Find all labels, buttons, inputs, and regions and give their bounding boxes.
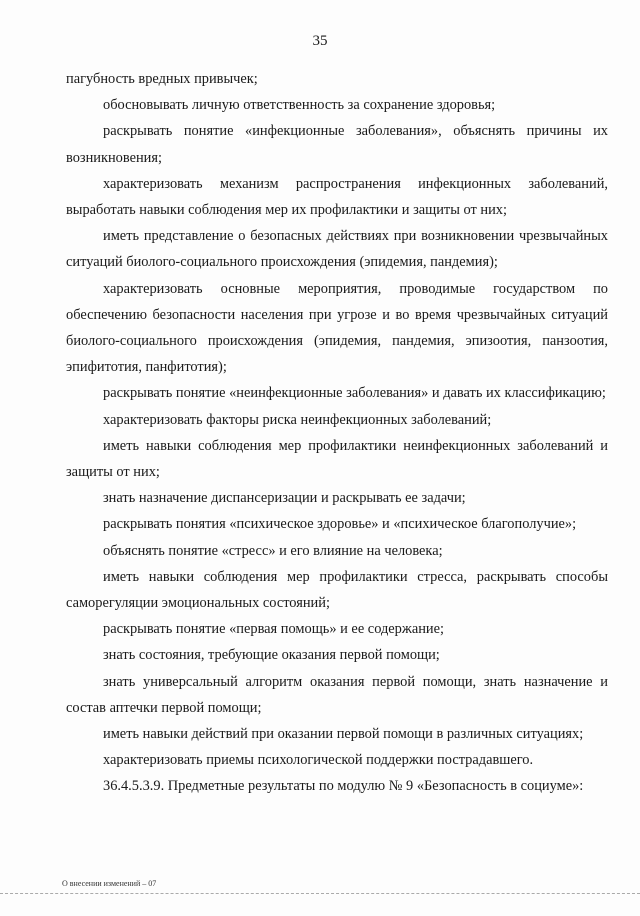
paragraph: раскрывать понятие «инфекционные заболевания», объяснять причины их возникновения; [66,123,608,166]
paragraph: обосновывать личную ответственность за сохранение здоровья; [103,97,496,114]
paragraph: характеризовать основные мероприятия, проводимые государством по обеспечению безопасности населения при угрозе и во время чрезвычайных ситуаций биолого-социального происхождения (эпидемия, пандемия, эпизоотия, панзоотия, эпифитотия, панфитотия); [66,280,608,376]
page-number: 35 [312,33,328,49]
paragraph: иметь представление о безопасных действиях при возникновении чрезвычайных ситуаций биолого-социального происхождения (эпидемия, пандемия); [66,228,608,271]
paragraph: раскрывать понятие «неинфекционные заболевания» и давать их классификацию; [103,385,606,402]
paragraph: объяснять понятие «стресс» и его влияние на человека; [103,542,443,559]
paragraph: раскрывать понятие «первая помощь» и ее содержание; [103,621,444,638]
paragraph: характеризовать механизм распространения инфекционных заболеваний, выработать навыки соблюдения мер их профилактики и защиты от них; [66,175,608,219]
section-heading: 36.4.5.3.9. Предметные результаты по модулю № 9 «Безопасность в социуме»: [103,778,584,795]
paragraph: знать состояния, требующие оказания первой помощи; [103,647,440,664]
paragraph: иметь навыки действий при оказании первой помощи в различных ситуациях; [103,726,584,743]
paragraph: знать назначение диспансеризации и раскрывать ее задачи; [103,490,466,507]
footer-divider [0,893,640,894]
paragraph: иметь навыки соблюдения мер профилактики стресса, раскрывать способы саморегуляции эмоциональных состояний; [66,568,608,612]
paragraph: пагубность вредных привычек; [66,71,258,87]
paragraph: раскрывать понятия «психическое здоровье» и «психическое благополучие»; [103,516,577,533]
paragraph: характеризовать приемы психологической поддержки пострадавшего. [103,752,534,769]
paragraph: знать универсальный алгоритм оказания первой помощи, знать назначение и состав аптечки первой помощи; [66,673,608,716]
document-body [66,66,608,800]
paragraph: характеризовать факторы риска неинфекционных заболеваний; [103,411,492,428]
paragraph: иметь навыки соблюдения мер профилактики неинфекционных заболеваний и защиты от них; [66,437,608,481]
footer-note: О внесении изменений – 07 [62,879,157,888]
